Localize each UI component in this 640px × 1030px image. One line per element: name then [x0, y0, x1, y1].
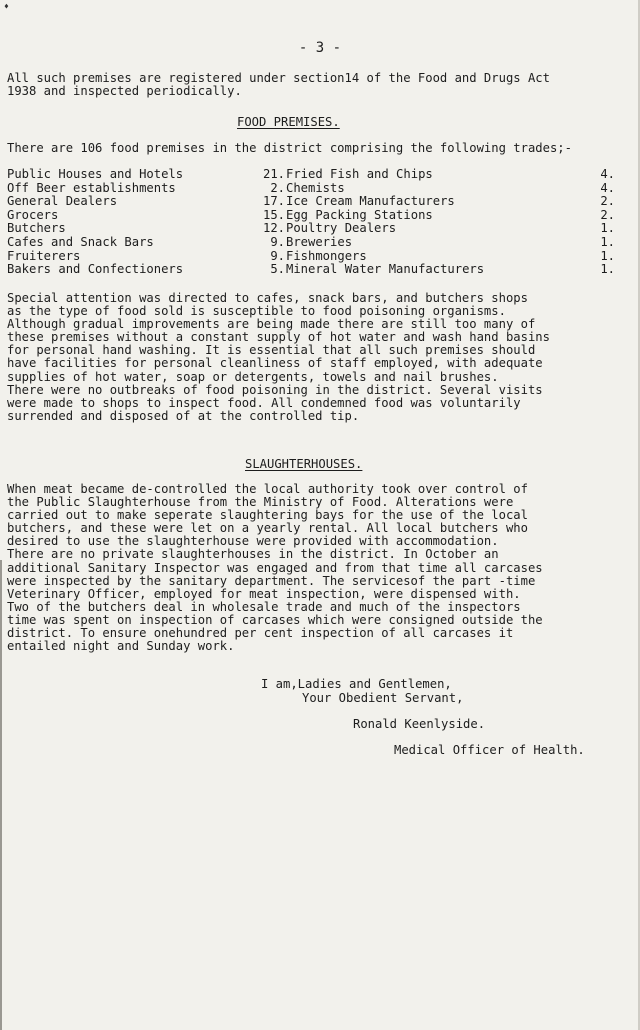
slaughterhouses-heading: SLAUGHTERHOUSES. — [245, 457, 363, 471]
trade-count: 1. — [600, 221, 615, 236]
slaughterhouses-body: When meat became de-controlled the local authority took over control of the Public Slaughterhouse from the Ministry of Food. Alterations were carried out to make seperate slaughtering bays for the use of the local butchers, and these were let on a yearly rental. All local butchers who desired to use the slaughterhouse were provided with accommodation. There are no private slaughterhouses in the district. In October an additional Sanitary Inspector was engaged and from that time all carcases were inspected by the sanitary department. The servicesof the part -time Veterinary Officer, employed for meat inspection, were dispensed with. Two of the butchers deal in wholesale trade and much of the inspectors time was spent on inspection of carcases which were consigned outside the district. To ensure onehundred per cent inspection of all carcases it entailed night and Sunday work. — [7, 482, 543, 654]
trade-count: 1. — [600, 234, 615, 249]
trade-name: Breweries — [286, 234, 353, 249]
trade-name: Butchers — [7, 221, 66, 236]
trade-count: 12. — [262, 221, 285, 236]
trade-row — [7, 195, 615, 209]
food-premises-lead: There are 106 food premises in the district comprising the following trades;- — [7, 141, 572, 155]
trade-count: 1. — [600, 262, 615, 277]
signatory-name: Ronald Keenlyside. — [353, 717, 486, 731]
trade-count: 2. — [600, 207, 615, 222]
food-premises-body: Special attention was directed to cafes, snack bars, and butchers shops as the type of food sold is susceptible to food poisoning organisms. Although gradual improvements are being made there are still too many of these premises without a constant supply of hot water and wash hand basins for personal hand washing. It is essential that all such premises should have facilities for personal cleanliness of staff employed, with adequate supplies of hot water, soap or detergents, towels and nail brushes. There were no outbreaks of food poisoning in the district. Several visits were made to shops to inspect food. All condemned food was voluntarily surrended and disposed of at the controlled tip. — [7, 291, 550, 423]
trade-row — [7, 250, 615, 264]
trade-name: Fishmongers — [286, 248, 367, 263]
trade-name: Ice Cream Manufacturers — [286, 194, 455, 209]
trade-count: 2. — [600, 194, 615, 209]
intro-paragraph: All such premises are registered under section14 of the Food and Drugs Act 1938 and inspected periodically. — [7, 71, 550, 99]
trade-name: Public Houses and Hotels — [7, 167, 184, 181]
trade-count: 9. — [270, 248, 285, 263]
trade-name: Cafes and Snack Bars — [7, 234, 154, 249]
trade-row — [7, 236, 615, 250]
trade-name: Bakers and Confectioners — [7, 262, 184, 277]
trade-row — [7, 182, 615, 196]
trade-count: 15. — [262, 207, 285, 222]
trade-count: 21. — [262, 167, 285, 181]
trade-name: Off Beer establishments — [7, 180, 176, 195]
trade-count: 2. — [270, 180, 285, 195]
food-premises-heading: FOOD PREMISES. — [237, 115, 340, 129]
trade-row — [7, 209, 615, 223]
trade-name: Poultry Dealers — [286, 221, 397, 236]
corner-mark: ♦ — [4, 2, 9, 11]
trade-row — [7, 222, 615, 236]
signoff-salutation: I am,Ladies and Gentlemen, — [261, 677, 452, 691]
trade-count: 9. — [270, 234, 285, 249]
binding-line — [0, 560, 2, 1030]
trade-name: Fried Fish and Chips — [286, 167, 433, 181]
signatory-title: Medical Officer of Health. — [394, 743, 585, 757]
trade-name: Grocers — [7, 207, 59, 222]
trade-count: 17. — [262, 194, 285, 209]
trade-name: Fruiterers — [7, 248, 81, 263]
trades-list — [7, 168, 615, 277]
trade-name: General Dealers — [7, 194, 118, 209]
trade-count: 4. — [600, 167, 615, 181]
trade-row — [7, 263, 615, 277]
trade-count: 4. — [600, 180, 615, 195]
trade-name: Chemists — [286, 180, 345, 195]
trade-count: 1. — [600, 248, 615, 263]
trade-name: Egg Packing Stations — [286, 207, 433, 222]
trade-row — [7, 168, 615, 182]
page-number: - 3 - — [298, 40, 342, 56]
trade-count: 5. — [270, 262, 285, 277]
signoff-closing: Your Obedient Servant, — [302, 691, 464, 705]
trade-name: Mineral Water Manufacturers — [286, 262, 485, 277]
